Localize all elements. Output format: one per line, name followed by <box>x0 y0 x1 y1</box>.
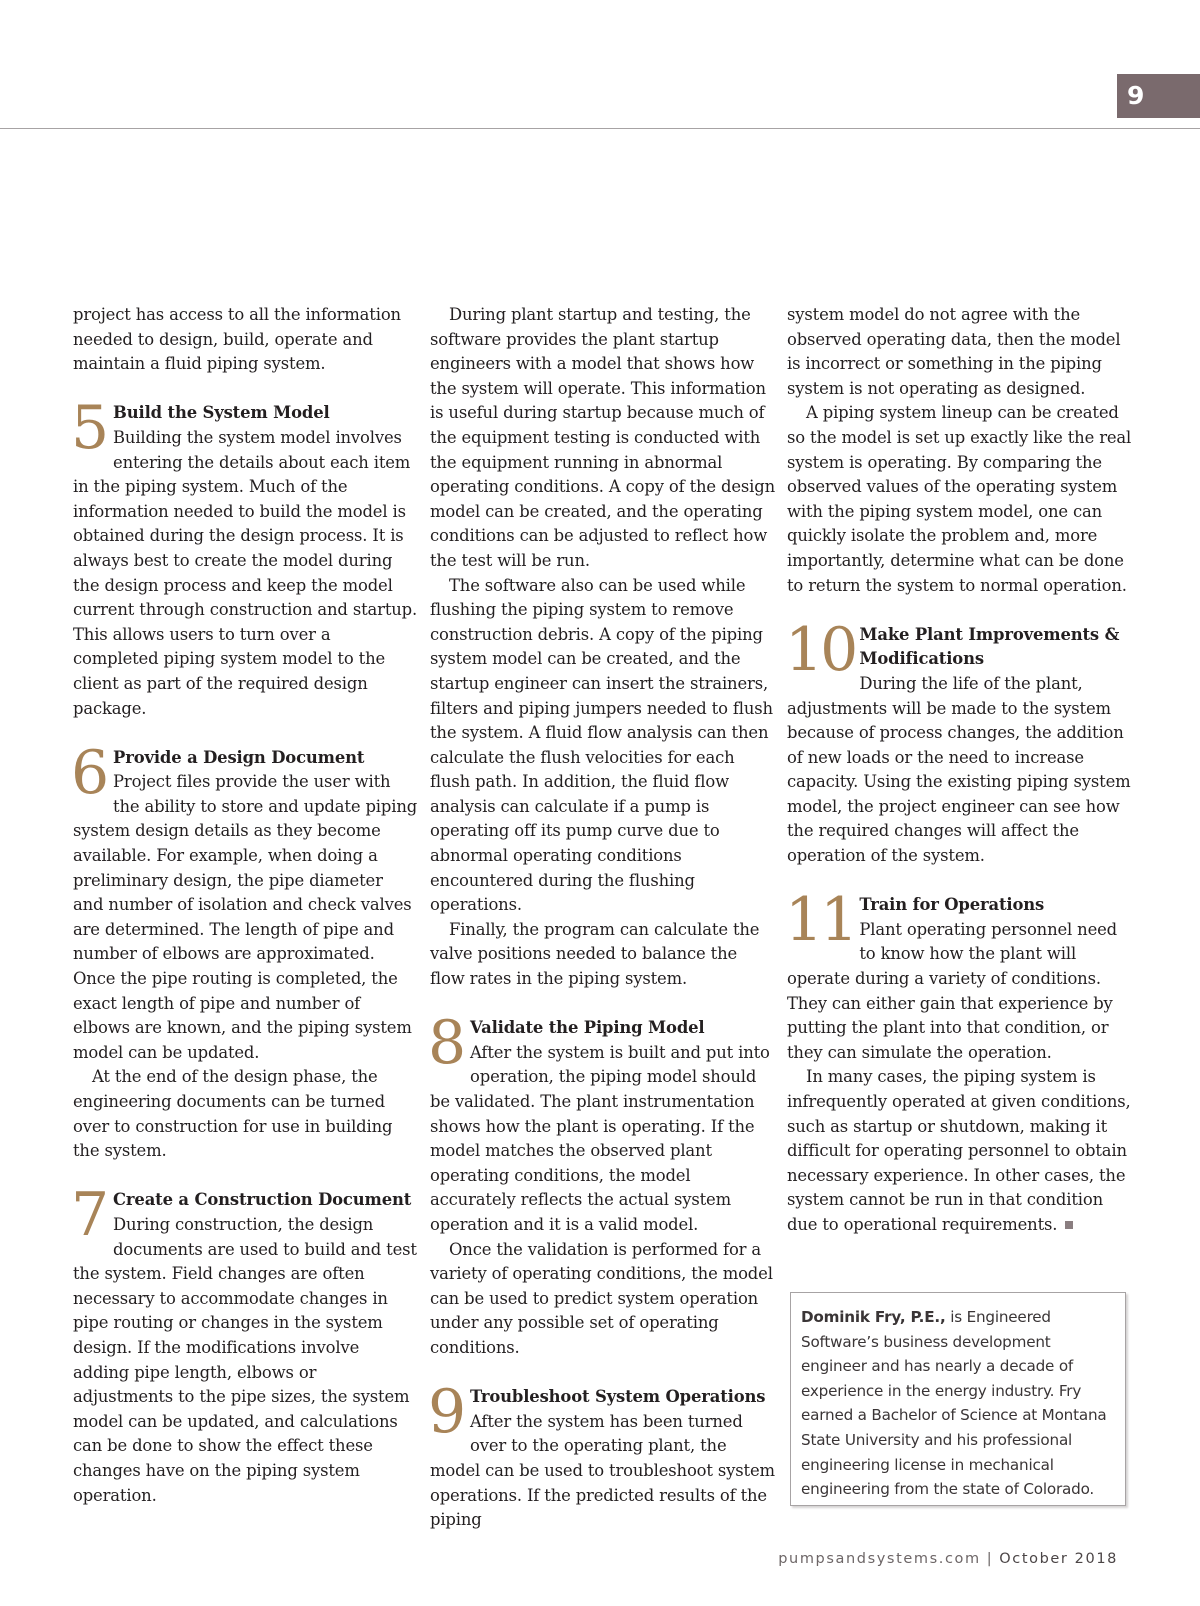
page-number: 9 <box>1117 74 1200 118</box>
section-body: During the life of the plant, adjustments will be made to the system because of process changes, the addition of new loads or the need to increase capacity. Using the existing piping system model, the project engineer can see how the required changes will affect the operation of the system. <box>787 673 1131 866</box>
section-number: 8 <box>428 1008 467 1079</box>
paragraph: The software also can be used while flushing the piping system to remove construction debris. A copy of the piping system model can be created, and the startup engineer can insert the strainers, filters and piping jumpers needed to flush the system. A fluid flow analysis can then calculate the flush velocities for each flush path. In addition, the fluid flow analysis can calculate if a pump is operating off its pump curve due to abnormal operating conditions encountered during the flushing operations. <box>430 575 773 915</box>
section-body: Plant operating personnel need to know how the plant will operate during a variety of conditions. They can either gain that experience by putting the plant into that condition, or they can simulate the operation. <box>787 919 1118 1062</box>
section-heading: Train for Operations <box>859 895 1045 915</box>
author-name: Dominik Fry, P.E., <box>801 1308 946 1326</box>
paragraph-text: In many cases, the piping system is infrequently operated at given conditions, such as startup or shutdown, making it difficult for operating personnel to obtain necessary experience. In other cases, the system cannot be run in that condition due to operational requirements. <box>787 1067 1131 1234</box>
column-1 <box>73 303 418 1508</box>
section-number: 5 <box>71 393 110 464</box>
section-heading: Troubleshoot System Operations <box>470 1387 766 1407</box>
section-number: 9 <box>428 1377 467 1448</box>
section-number: 6 <box>71 737 110 808</box>
section-number: 10 <box>785 614 856 685</box>
author-bio-text: is Engineered Software’s business development engineer and has nearly a decade of experience in the energy industry. Fry earned a Bachelor of Science at Montana State University and his professional engineering license in mechanical engineering from the state of Colorado. <box>801 1308 1107 1499</box>
footer-separator: | <box>986 1551 994 1567</box>
paragraph: A piping system lineup can be created so the model is set up exactly like the real system is operating. By comparing the observed values of the operating system with the piping system model, one can quickly isolate the problem and, more importantly, determine what can be done to return the system to normal operation. <box>787 403 1132 595</box>
section-number: 7 <box>71 1180 110 1251</box>
section-6 <box>71 737 418 1066</box>
paragraph: project has access to all the information needed to design, build, operate and maintain a fluid piping system. <box>73 305 401 374</box>
paragraph: Finally, the program can calculate the valve positions needed to balance the flow rates in the piping system. <box>430 919 760 989</box>
footer-date: October 2018 <box>999 1551 1118 1567</box>
section-5 <box>71 393 418 721</box>
section-9 <box>428 1377 776 1533</box>
paragraph <box>787 1065 1132 1237</box>
section-body: After the system has been turned over to the operating plant, the model can be used to troubleshoot system operations. If the predicted results of the piping <box>430 1411 775 1530</box>
section-heading: Provide a Design Document <box>113 747 365 767</box>
paragraph: During plant startup and testing, the software provides the plant startup engineers with a model that shows how the system will operate. This information is useful during startup because much of the equipment testing is conducted with the equipment running in abnormal operating conditions. A copy of the design model can be created, and the operating conditions can be adjusted to reflect how the test will be run. <box>430 305 776 570</box>
footer-site: pumpsandsystems.com <box>778 1551 981 1567</box>
section-body: After the system is built and put into operation, the piping model should be validated. The plant instrumentation shows how the plant is operating. If the model matches the observed plant operating conditions, the model accurately reflects the actual system operation and it is a valid model. <box>430 1042 770 1234</box>
section-heading: Create a Construction Document <box>113 1190 412 1210</box>
section-heading: Build the System Model <box>113 403 330 423</box>
paragraph: At the end of the design phase, the engineering documents can be turned over to construction for use in building the system. <box>73 1067 393 1161</box>
section-8 <box>428 1008 776 1237</box>
column-3 <box>787 303 1132 1238</box>
section-7 <box>71 1180 418 1508</box>
section-11 <box>785 885 1132 1065</box>
column-2 <box>430 303 776 1533</box>
section-body: Building the system model involves entering the details about each item in the piping system. Much of the information needed to build the model is obtained during the design process. It is always best to create the model during the design process and keep the model current through construction and startup. This allows users to turn over a completed piping system model to the client as part of the required design package. <box>73 427 418 718</box>
header-rule <box>0 128 1200 129</box>
section-10 <box>785 614 1132 869</box>
author-bio-box <box>790 1292 1126 1506</box>
end-of-article-icon <box>1065 1221 1073 1229</box>
section-heading: Make Plant Improvements & Modifications <box>859 624 1120 669</box>
section-number: 11 <box>785 885 856 956</box>
section-body: During construction, the design documents are used to build and test the system. Field changes are often necessary to accommodate changes in pipe routing or changes in the system design. If the modifications involve adding pipe length, elbows or adjustments to the pipe sizes, the system model can be updated, and calculations can be done to show the effect these changes have on the piping system operation. <box>73 1214 417 1505</box>
paragraph: Once the validation is performed for a variety of operating conditions, the model can be used to predict system operation under any possible set of operating conditions. <box>430 1239 773 1357</box>
section-heading: Validate the Piping Model <box>470 1018 705 1038</box>
paragraph: system model do not agree with the observed operating data, then the model is incorrect or something in the piping system is not operating as designed. <box>787 305 1121 398</box>
section-body: Project files provide the user with the ability to store and update piping system design details as they become available. For example, when doing a preliminary design, the pipe diameter and number of isolation and check valves are determined. The length of pipe and number of elbows are approximated. Once the pipe routing is completed, the exact length of pipe and number of elbows are known, and the piping system model can be updated. <box>73 772 418 1062</box>
page-footer <box>778 1551 1118 1567</box>
